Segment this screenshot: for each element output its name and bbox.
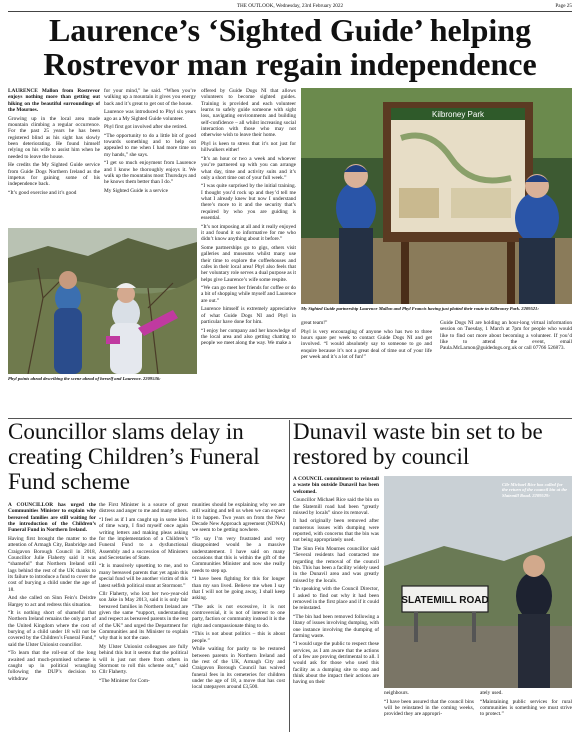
story1-col5 <box>440 320 572 416</box>
story1-para: “It’s good exercise and it’s good <box>8 189 77 196</box>
story1-para: for your mind,” he said. “When you’re walking up a mountain it gives you energy back and it’s great to get out of the house. <box>104 88 196 107</box>
story2-para: Having first brought the matter to the attention of Armagh City, Banbridge and Craigavon Borough Council in 2018, Councillor Julie Flaherty said it was “shameful” that Northern Ireland still lags behind the rest of the UK thanks to its failure to introduce a fund to cover the cost of burying a child under the age of 18. <box>8 535 96 593</box>
story1-para: offered by Guide Dogs NI that allows volunteers to become sighted guides. Training is provided and each volunteer learns to safely guide someone with sight loss, navigating environments and building self-confidence – all whilst increasing social interaction with those who may not otherwise wish to leave their home. <box>201 88 296 139</box>
story2-col2 <box>99 502 188 734</box>
story1-para: Growing up in the local area made mountain climbing a regular occurrence. For the past 25 years he has been registered blind as his sight has slowly been deteriorating. He found himself relying on his wife to assist him when he needed to leave the house. <box>8 115 100 160</box>
caption-left: Phyl points ahead describing the scene ahead of herself and Laurence. 2209536: <box>8 376 161 381</box>
story2-para: While waiting for parity to be restored between parents in Northern Ireland and the rest of the UK, Armagh City and Craigavon Borough Council has waived funeral fees in its cemeteries for children under the age of 18, a move that has cost local ratepayers around £3,500. <box>192 646 285 691</box>
masthead-title: THE OUTLOOK, Wednesday, 23rd February 2022 <box>236 3 344 9</box>
story1-para: Laurence was introduced to Phyl six years ago as a My Sighted Guide volunteer. <box>104 109 196 122</box>
story3-para: “In speaking with the Council Director, I asked to find out why it had been removed in the first place and if it could be reinstated. <box>293 586 379 612</box>
story1-col1 <box>8 88 100 226</box>
story1-col2 <box>104 88 196 226</box>
story1-headline-line2: Rostrevor man regain independence <box>43 46 537 82</box>
story1-para: “We can go meet her friends for coffee or do a bit of shopping while myself and Laurence are out.” <box>201 285 296 304</box>
story2-para: “This is not about politics – this is about people.” <box>192 631 285 644</box>
story1-para: “It’s an hour or two a week and whoever you’re partnered up with you can arrange what day, time and activity suits and it’s only a short time out of your full week.” <box>201 155 296 181</box>
story2-para: “To learn that the roll-out of the long awaited and much-promised scheme is caught up in political wrangling following the DUP’s decision to withdraw <box>8 650 96 682</box>
story3-col3 <box>480 690 572 734</box>
story2-para: “It is massively upsetting to me, and to many bereaved parents that yet again this special fund will be another victim of this latest selfish political stunt at Stormont.” <box>99 563 188 589</box>
story2-para: “I feel as if I am caught up in some kind of time warp, I find myself once again writing letters and making pleas asking for the implementation of a Children’s Funeral Fund to a dysfunctional Assembly and a succession of Ministers and Secretaries of State. <box>99 516 188 561</box>
caption-right: My Sighted Guide partnership Laurence Mallon and Phyl Francis having just plotted their route in Kilbroney Park. 2209521: <box>301 306 539 311</box>
story1-para: Phyl is very encouraging of anyone who has two to three hours spare per week to contact Guide Dogs NI and get involved. “I would absolutely say to someone to go and enquire because it’s not a great deal of time out of your life per week and it’s a lot of fun!” <box>301 328 432 360</box>
story3-headline: Dunavil waste bin set to be restored by council <box>293 419 543 469</box>
story1-para: Some partnerships go to gigs, others visit galleries and museums whilst many use their time to explore the coffeehouses and cafes in their local area! Phyl also feels that her voluntary role serves a dual purpose as it helps give Laurence’s wife some respite. <box>201 244 296 283</box>
story2-col1 <box>8 502 96 734</box>
story1-para: Guide Dogs NI are holding an hour-long virtual information session on Tuesday, 1 March at 7pm for people who would like to find out more about becoming a volunteer. If you’d like to attend the event, email Paula.McLarnon@guidedogs.org.uk or call 07766 526873. <box>440 320 572 352</box>
story1-para: “I was quite surprised by the initial training. I thought you’d rock up and they’d tell me what I already knew but now I understand there’s more to it and the security that’s required by who you are guiding is essential. <box>201 183 296 222</box>
photo-sign <box>301 88 572 304</box>
story2-headline: Councillor slams delay in creating Children’s Funeral Fund scheme <box>8 419 260 494</box>
story3-col1 <box>293 476 379 734</box>
story2-para: “The ask is not excessive, it is not controversial, it is not of interest to one party, faction or community instead it is the right and compassionate thing to do. <box>192 603 285 629</box>
story2-para: My Ulster Unionist colleagues are fully behind this but it seems that the political will is just not there from others in Stormont to roll this scheme out,” said Cllr Flaherty. <box>99 643 188 676</box>
story1-para: Laurence himself is extremely appreciative of what Guide Dogs NI and Phyl in particular have done for him. <box>201 306 296 325</box>
street-sign-text: SLATEMILL ROAD <box>401 595 489 606</box>
story1-para: Phyl is keen to stress that it’s not just for hillwalkers either! <box>201 140 296 154</box>
story1-para: My Sighted Guide is a service <box>104 187 168 194</box>
story1-para: “It’s not imposing at all and it really enjoyed it and found it so informative for me who didn’t know anything about it before.” <box>201 223 296 243</box>
story3-para: neighbours. <box>384 690 409 696</box>
story3-para: “I would urge the public to respect these services, as I am aware that the actions of a few are proving detrimental to all. I would ask for those who used this facility as a dumping site to stop and think about the impact their actions are having on their <box>293 641 379 686</box>
story1-lead: LAURENCE Mallon from Rostrevor enjoys nothing more than getting out hiking on the beautiful surroundings of the Mournes. <box>8 88 100 114</box>
story1-col4 <box>301 320 432 416</box>
story3-para: “I have been assured that the council bins will be reinstated in the coming weeks, provided they are appropri- <box>384 698 474 718</box>
sign-title: Kilbroney Park <box>431 110 485 119</box>
story1-para: “I enjoy her company and her knowledge of the local area and also getting chatting to people we meet along the way. We make a <box>201 327 296 347</box>
story1-para: He credits the My Sighted Guide service from Guide Dogs Northern Ireland as the impetus for gaining some of his independence back. <box>8 162 100 188</box>
story1-para: “The opportunity to do a little bit of good towards something and to help out appealed to me when I had more time on my hands,” she says. <box>104 132 196 158</box>
story3-col2 <box>384 690 474 734</box>
story2-para: the First Minister is a source of great distress and anger to me and many others. <box>99 502 188 515</box>
story2-para: munities should be explaining why we are still waiting and tell us when we can expect it to happen. Two years on from the New Decade New Approach agreement (NDNA) we seem to be getting nowhere. <box>192 502 285 534</box>
story2-para: “It is nothing short of shameful that Northern Ireland remains the only part of the United Kingdom where the cost of burying of a child under 18 will not be covered by the Children’s Funeral Fund,” said the Ulster Unionist councillor. <box>8 610 96 648</box>
story2-para: “The Minister for Com- <box>99 677 150 684</box>
story1-col3 <box>201 88 296 416</box>
story3-para: ately used. <box>480 690 503 696</box>
masthead <box>8 2 572 12</box>
sign-image <box>301 88 572 304</box>
divider <box>289 420 290 732</box>
story3-para: It had originally been removed after numerous issues with dumping were reported, with concerns that the bin was not being appropriately used. <box>293 518 379 544</box>
story3-para: “The bin had been removed following a litany of issues involving dumping, with one instance involving the dumping of farming waste. <box>293 613 379 639</box>
story3-para: Councillor Michael Rice said the bin on the Slatemill road had been “greatly missed by locals” since its removal. <box>293 497 379 516</box>
story3-para: “Maintaining public services for rural communities is something we must strive to protect.” <box>480 698 572 718</box>
story2-para: Cllr Flaherty, who lost her two-year-old son Jake in May 2013, said it is only fair bereaved families in Northern Ireland are given the same “support, understanding and respect as bereaved parents in the rest of the UK” and urged the Department for Communities and its Minister to explain why that is not the case. <box>99 591 188 642</box>
story3-lead: A COUNCIL commitment to reinstall a waste bin outside Dunavil has been welcomed. <box>293 476 379 495</box>
story2-para: “To say I’m very frustrated and very disappointed would be a massive understatement. I have said on many occasions that this is within the gift of the Communities Minister and now she really needs to step up. <box>192 535 285 574</box>
caption-bin: Cllr Michael Rice has called for the return of the council bin at the Slatemill Road. 2209529: <box>502 482 568 498</box>
story1-para: “I get so much enjoyment from Laurence and I know he thoroughly enjoys it. We walk up the mountains most Thursdays and he knows them better than I do.” <box>104 160 196 186</box>
page-number: Page 25 <box>555 3 572 9</box>
story2-para: “I have been fighting for this for longer than my son lived. Believe me when I say that I will not be going away, I shall keep asking. <box>192 576 285 602</box>
story3-para: The Sinn Fein Mournes councillor said “Several residents had contacted me regarding the removal of the council bin. This has been a facility widely used in the Dunavil area and was greatly missed by the locals. <box>293 546 379 584</box>
photo-bin <box>384 476 572 688</box>
photo-walkers <box>8 228 197 374</box>
story1-para: Phyl first got involved after she retired. <box>104 124 188 131</box>
story1-para: great team!” <box>301 320 328 326</box>
walkers-image <box>8 228 197 374</box>
story2-col3 <box>192 502 285 734</box>
story1-headline-line1: Laurence’s ‘Sighted Guide’ helping <box>48 12 532 48</box>
story2-lead: A COUNCILLOR has urged the Communities Minister to explain why bereaved families are still waiting for the introduction of the Children’s Funeral Fund in Northern Ireland. <box>8 502 96 534</box>
story2-para: And she called on Sinn Fein’s Deirdre Hargey to act and redress this situation. <box>8 595 96 608</box>
